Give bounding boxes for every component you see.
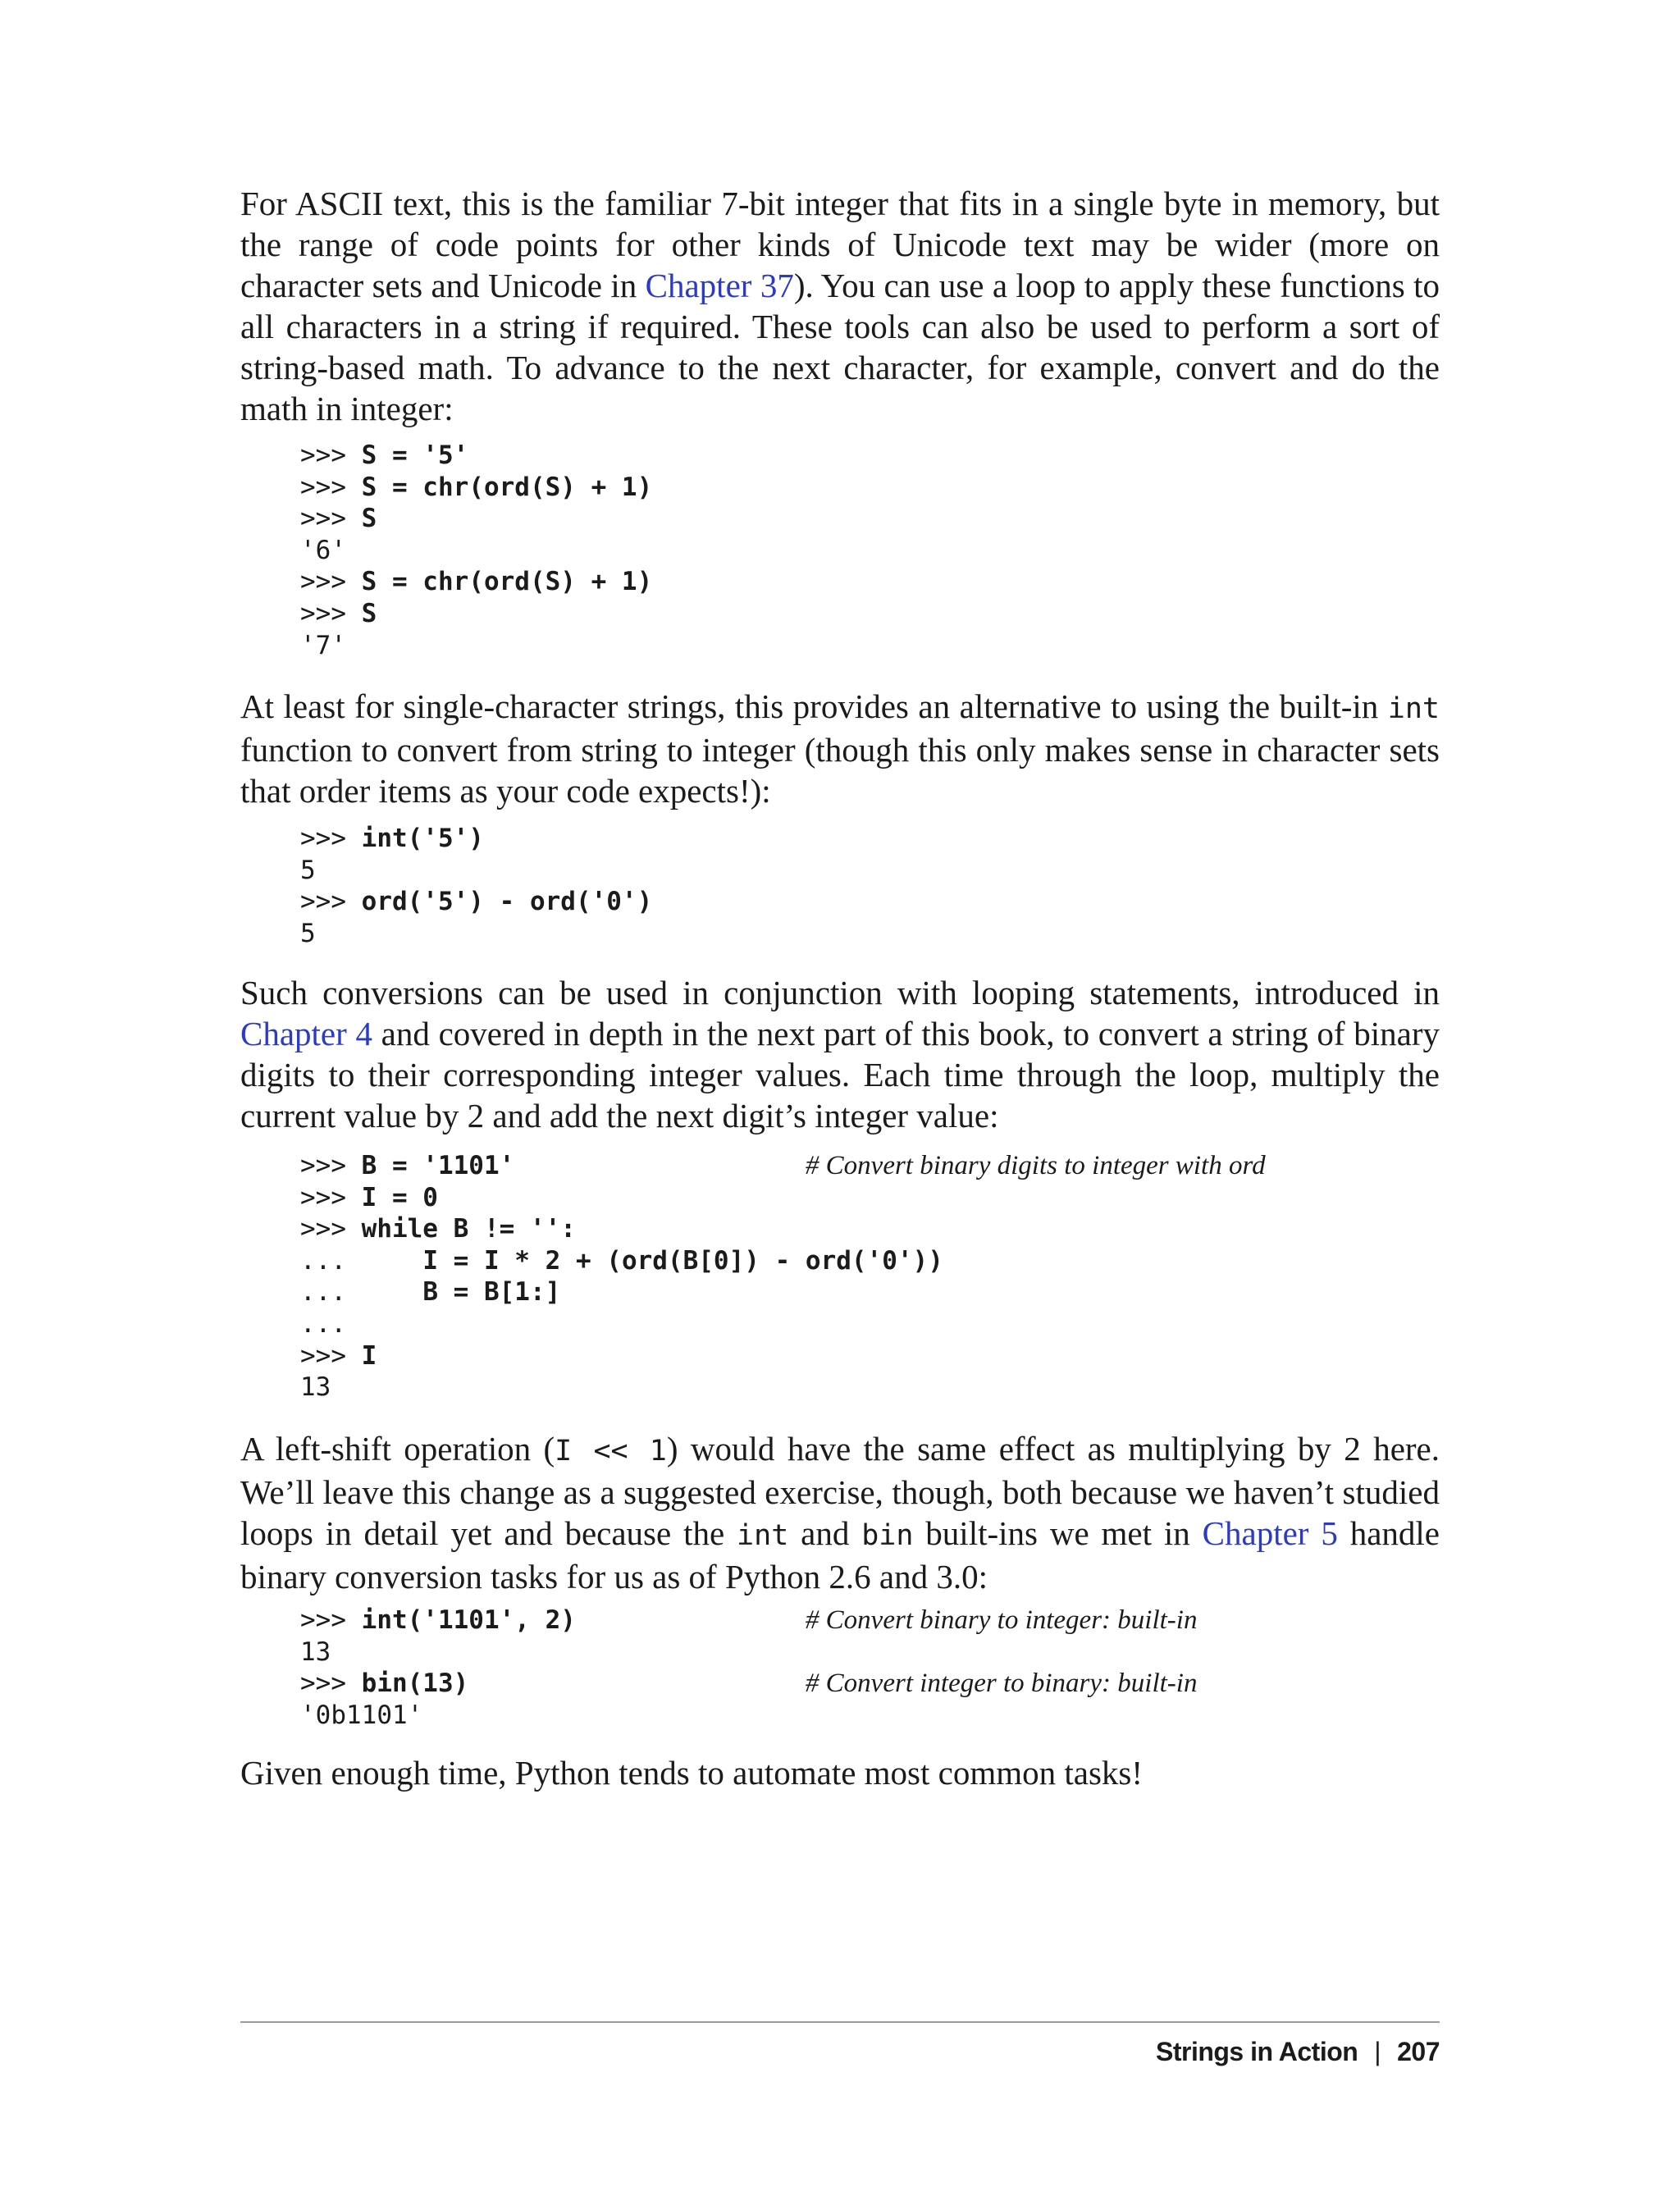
code-command: S = chr(ord(S) + 1) bbox=[361, 567, 653, 597]
paragraph-4-text-b: ) would have the same effect as multiplying by 2 here. We’ll leave this change as a suggested exercise, though, both because we haven’t studied loops in detail yet and because the bbox=[240, 1430, 1440, 1552]
code-command: B = B[1:] bbox=[422, 1277, 561, 1308]
code-line bbox=[300, 1637, 1440, 1669]
paragraph-4-text-d: built-ins we met in bbox=[913, 1514, 1203, 1552]
code-line bbox=[300, 598, 1440, 630]
paragraph-2 bbox=[240, 686, 1440, 811]
code-prompt: >>> bbox=[300, 1605, 362, 1635]
code-command: B = '1101' bbox=[361, 1151, 515, 1180]
code-prompt: >>> bbox=[300, 504, 362, 534]
code-command: S = chr(ord(S) + 1) bbox=[361, 472, 653, 502]
code-prompt: >>> bbox=[300, 598, 362, 628]
code-command: ord('5') - ord('0') bbox=[361, 887, 653, 917]
code-output: 13 bbox=[300, 1372, 331, 1403]
code-line bbox=[300, 566, 1440, 598]
page-footer bbox=[1156, 2031, 1440, 2072]
code-command: I bbox=[361, 1340, 377, 1371]
code-prompt: >>> bbox=[300, 1669, 362, 1699]
code-line bbox=[300, 630, 1440, 662]
code-line bbox=[300, 1340, 1440, 1372]
code-command: I = 0 bbox=[361, 1182, 438, 1212]
code-line bbox=[300, 503, 1440, 535]
inline-code-bin: bin bbox=[861, 1519, 914, 1552]
code-line bbox=[300, 855, 1440, 887]
paragraph-3-text-pre: Such conversions can be used in conjunction with looping statements, introduced in bbox=[240, 974, 1440, 1011]
code-comment: # Convert binary digits to integer with ord bbox=[805, 1151, 1266, 1180]
code-comment: # Convert integer to binary: built-in bbox=[805, 1669, 1198, 1699]
paragraph-1-text-a: For ASCII text, this is the familiar 7-bit integer that fits in a single byte in memory, but the range of code points for other kinds of Unicode text may be wider (more on character sets and Unicode in bbox=[240, 185, 1440, 304]
code-command: int('1101', 2) bbox=[361, 1605, 576, 1635]
code-line bbox=[300, 1605, 1440, 1637]
code-prompt: >>> bbox=[300, 441, 362, 470]
code-output: '7' bbox=[300, 630, 346, 660]
footer-separator: | bbox=[1374, 2036, 1381, 2066]
code-prompt: ... bbox=[300, 1277, 423, 1308]
code-padding bbox=[514, 1151, 806, 1180]
code-comment: # Convert binary to integer: built-in bbox=[805, 1605, 1198, 1635]
code-block-2 bbox=[240, 823, 1440, 949]
code-prompt: ... bbox=[300, 1245, 423, 1276]
code-prompt: >>> bbox=[300, 472, 362, 502]
code-output: '6' bbox=[300, 535, 346, 565]
chapter-4-link[interactable]: Chapter 4 bbox=[240, 1015, 372, 1052]
code-output: 13 bbox=[300, 1637, 331, 1667]
code-prompt: >>> bbox=[300, 1340, 362, 1371]
code-command: while B != '': bbox=[361, 1214, 576, 1244]
inline-code-int: int bbox=[1387, 692, 1440, 725]
paragraph-1-text-b: ). You can use a loop to apply these functions to all characters in a string if required. These tools can also be used to perform a sort of string-based math. To advance to the next character, for example, convert and do the math in integer: bbox=[240, 267, 1440, 427]
code-line bbox=[300, 1245, 1440, 1277]
code-prompt: >>> bbox=[300, 567, 362, 597]
paragraph-4 bbox=[240, 1428, 1440, 1597]
paragraph-3 bbox=[240, 972, 1440, 1136]
paragraph-5: Given enough time, Python tends to automate most common tasks! bbox=[240, 1754, 1144, 1792]
paragraph-3-text-b: and covered in depth in the next part of this book, to convert a string of binary digits to their corresponding integer values. Each time through the loop, multiply the current value by 2 and add the next digit’s integer value: bbox=[240, 1015, 1440, 1134]
code-line bbox=[300, 535, 1440, 567]
code-line bbox=[300, 1308, 1440, 1340]
code-prompt: >>> bbox=[300, 1214, 362, 1244]
code-line bbox=[300, 918, 1440, 950]
code-line bbox=[300, 1372, 1440, 1404]
code-block-1 bbox=[240, 440, 1440, 661]
code-prompt: ... bbox=[300, 1308, 346, 1339]
paragraph-2-text-b: function to convert from string to integer (though this only makes sense in character sets that order items as your code expects!): bbox=[240, 731, 1440, 810]
code-output: 5 bbox=[300, 918, 316, 948]
paragraph-2-text-a: At least for single-character strings, this provides an alternative to using the built-in bbox=[240, 687, 1388, 725]
paragraph-4-text-e: handle binary conversion tasks for us as of Python 2.6 and 3.0: bbox=[240, 1514, 1440, 1596]
chapter-5-link[interactable]: Chapter 5 bbox=[1202, 1514, 1338, 1552]
chapter-37-link[interactable]: Chapter 37 bbox=[645, 267, 794, 304]
code-line bbox=[300, 1700, 1440, 1732]
paragraph-4-text-a: A left-shift operation ( bbox=[240, 1430, 555, 1468]
code-line bbox=[300, 440, 1440, 472]
code-line bbox=[300, 823, 1440, 855]
code-command: int('5') bbox=[361, 824, 484, 853]
code-command: S = '5' bbox=[361, 441, 469, 470]
code-line bbox=[300, 1213, 1440, 1245]
code-output: '0b1101' bbox=[300, 1700, 423, 1730]
code-line bbox=[300, 886, 1440, 918]
code-line bbox=[300, 1668, 1440, 1700]
code-prompt: >>> bbox=[300, 1151, 362, 1180]
code-command: bin(13) bbox=[361, 1669, 469, 1699]
code-line bbox=[300, 1276, 1440, 1308]
code-command: S bbox=[361, 598, 377, 628]
code-block-3 bbox=[240, 1150, 1440, 1404]
code-line bbox=[300, 472, 1440, 504]
footer-section-title: Strings in Action bbox=[1155, 2036, 1358, 2066]
code-prompt: >>> bbox=[300, 824, 362, 853]
paragraph-4-text-c: and bbox=[788, 1514, 862, 1552]
code-block-4 bbox=[240, 1605, 1440, 1731]
code-prompt: >>> bbox=[300, 1182, 362, 1212]
code-padding bbox=[576, 1605, 806, 1635]
code-command: S bbox=[361, 504, 377, 534]
code-line bbox=[300, 1182, 1440, 1214]
inline-code-left-shift: I << 1 bbox=[555, 1435, 667, 1468]
page-number: 207 bbox=[1397, 2036, 1440, 2066]
code-prompt: >>> bbox=[300, 887, 362, 917]
inline-code-int-2: int bbox=[737, 1519, 789, 1552]
footer-rule bbox=[240, 2021, 1440, 2023]
code-line bbox=[300, 1150, 1440, 1182]
code-padding bbox=[468, 1669, 806, 1698]
code-output: 5 bbox=[300, 855, 316, 885]
code-command: I = I * 2 + (ord(B[0]) - ord('0')) bbox=[422, 1245, 943, 1276]
paragraph-1 bbox=[240, 183, 1440, 429]
